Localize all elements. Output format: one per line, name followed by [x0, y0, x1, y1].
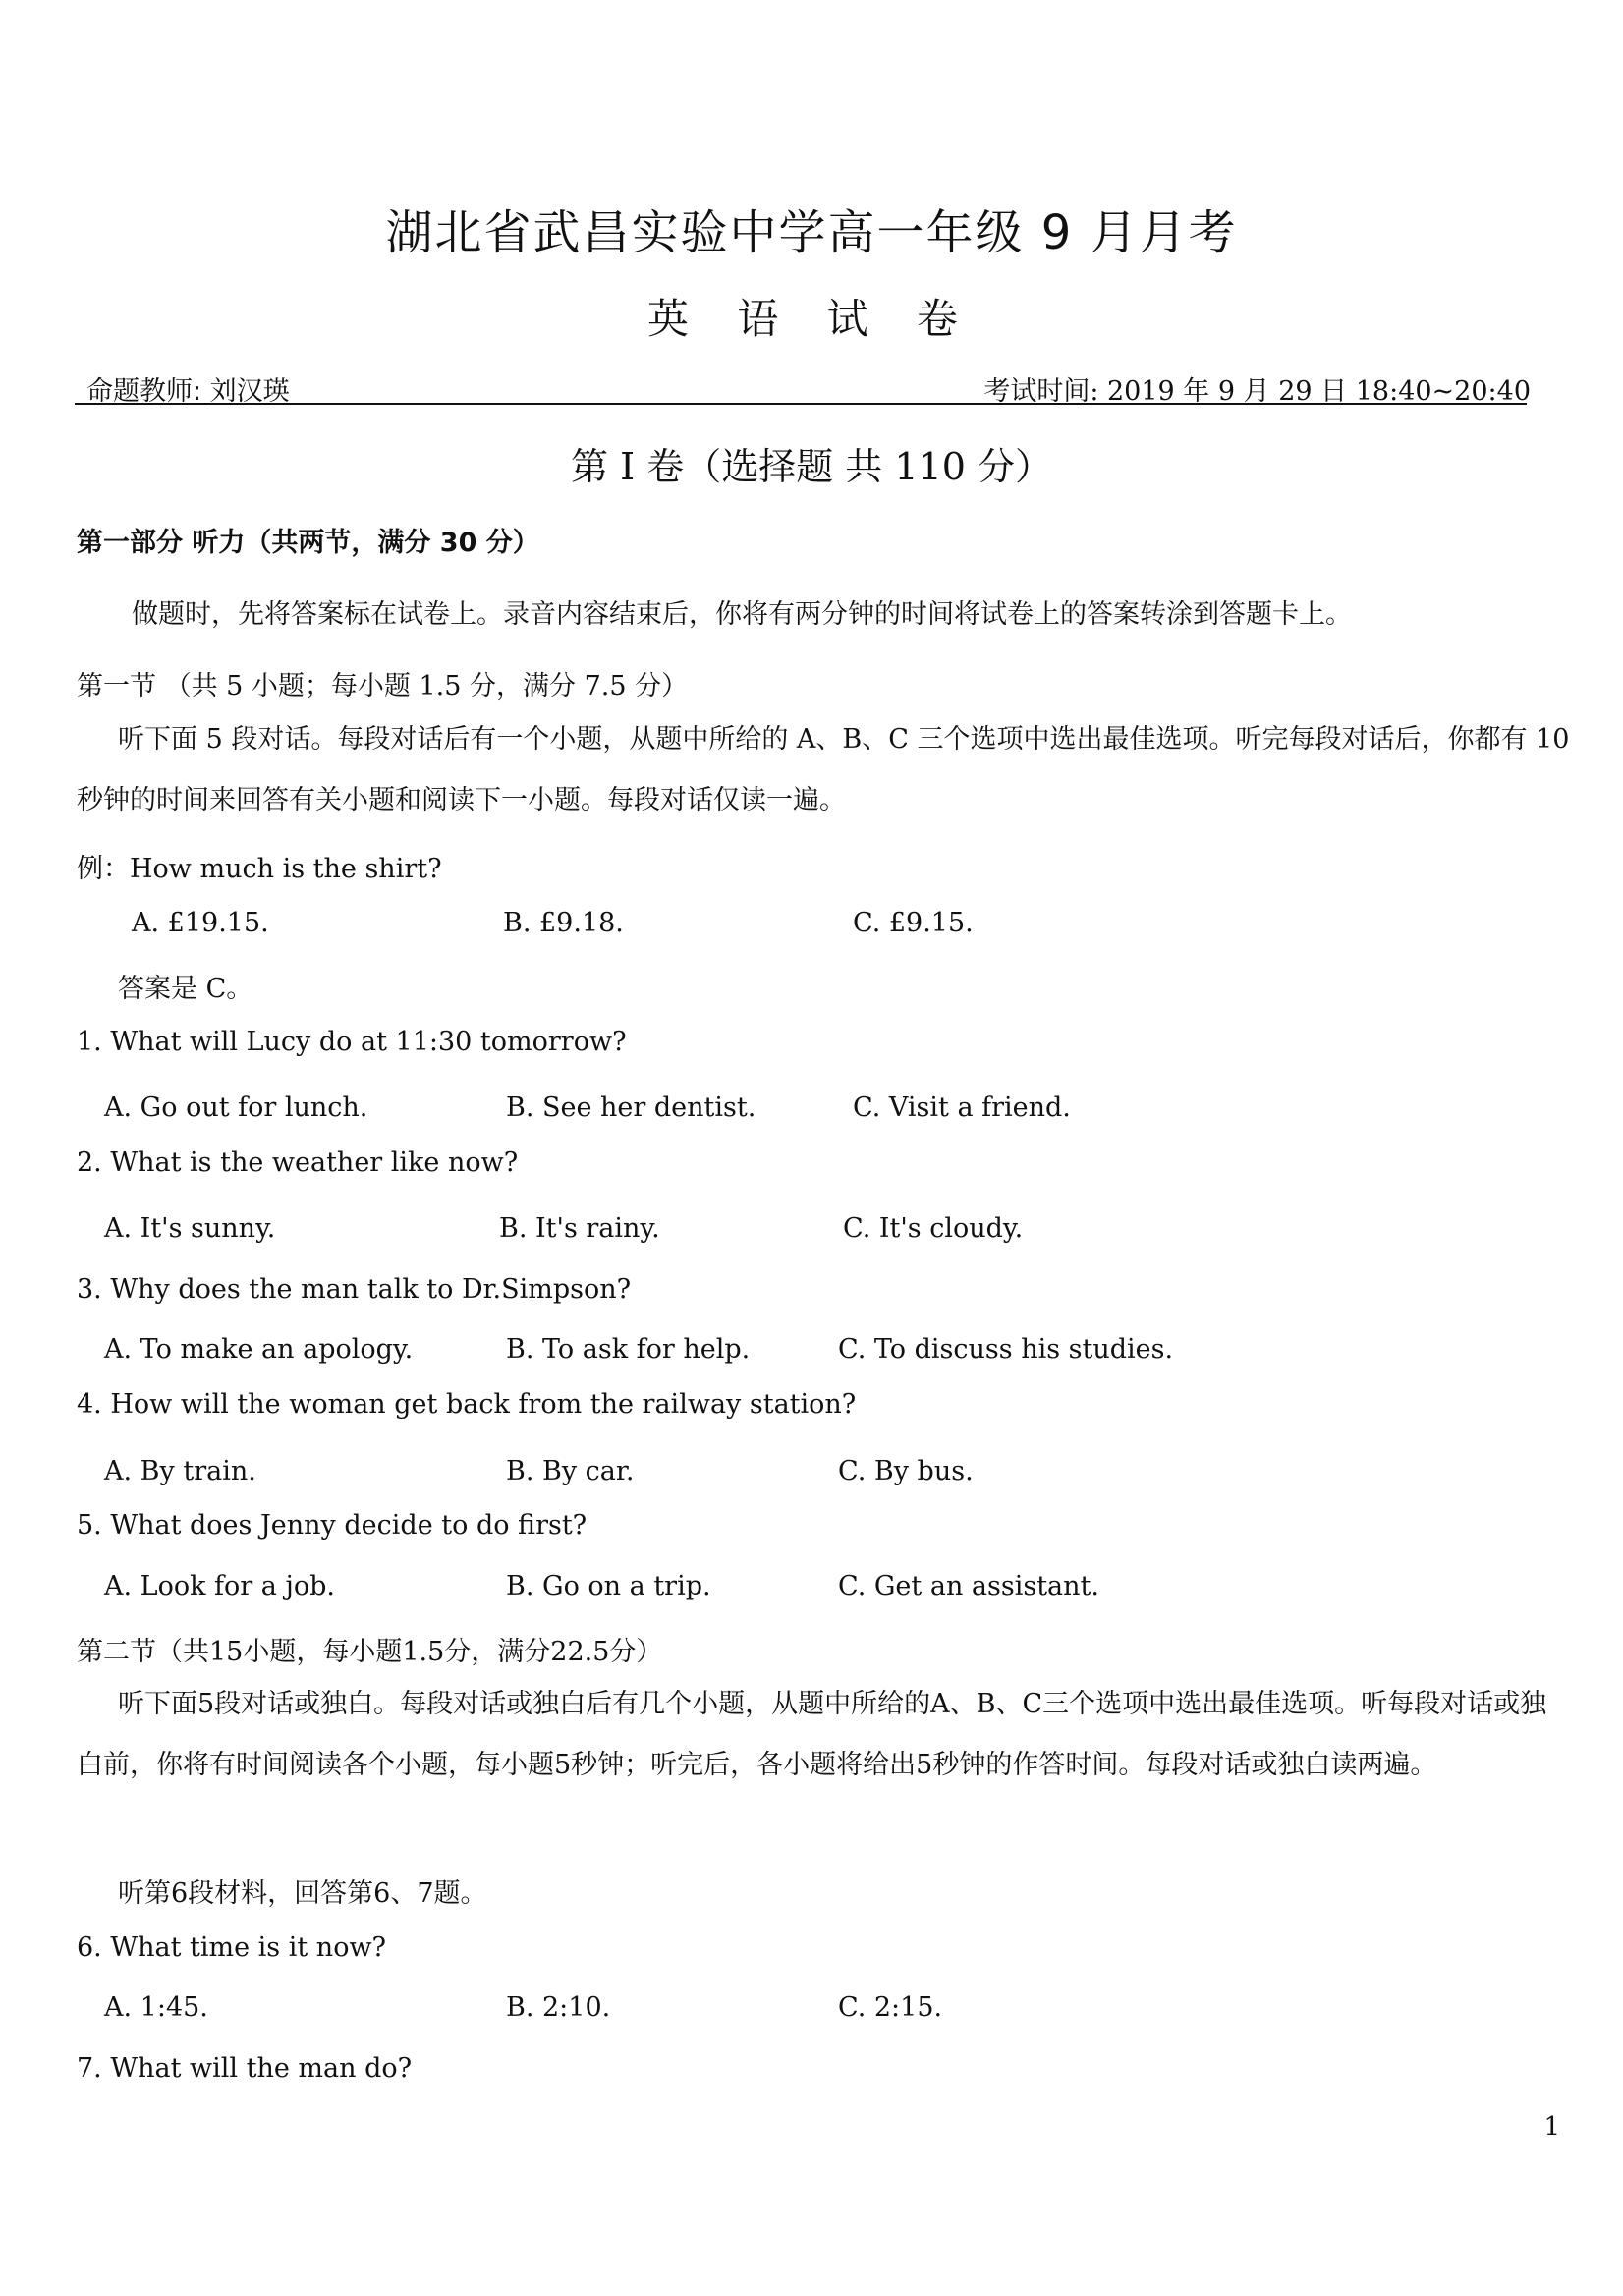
part1-heading-text: 第一部分 听力（共两节，满分 30 分） [77, 528, 539, 558]
q3-option-b: B. To ask for help. [506, 1334, 751, 1365]
part1-instruction: 做题时，先将答案标在试卷上。录音内容结束后，你将有两分钟的时间将试卷上的答案转涂到答题卡上。 [132, 599, 1352, 630]
section2-instruction: 听下面5段对话或独白。每段对话或独白后有几个小题，从题中所给的A、B、C三个选项中选出最佳选项。听每段对话或独白前，你将有时间阅读各个小题，每小题5秒钟；听完后，各小题将给出5秒钟的作答时间。每段对话或独白读两遍。 [77, 1689, 1547, 1780]
q3-option-c: C. To discuss his studies. [838, 1334, 1174, 1365]
q2-option-a: A. It's sunny. [104, 1213, 276, 1244]
section2-heading: 第二节（共15小题，每小题1.5分，满分22.5分） [77, 1637, 663, 1667]
q6-option-a: A. 1:45. [104, 1992, 208, 2023]
exam-subtitle: 英 语 试 卷 [646, 295, 977, 343]
q4-option-b: B. By car. [506, 1456, 635, 1486]
section1-instruction: 听下面 5 段对话。每段对话后有一个小题，从题中所给的 A、B、C 三个选项中选出最佳选项。听完每段对话后，你都有 10 秒钟的时间来回答有关小题和阅读下一小题。每段对话仅读一遍。 [77, 724, 1570, 815]
exam-time-line: 考试时间: 2019 年 9 月 29 日 18:40~20:40 [983, 376, 1531, 407]
question-3: 3. Why does the man talk to Dr.Simpson? [77, 1274, 632, 1305]
question-6: 6. What time is it now? [77, 1932, 387, 1963]
q3-option-a: A. To make an apology. [104, 1334, 414, 1365]
q4-option-c: C. By bus. [838, 1456, 974, 1486]
q6-option-c: C. 2:15. [838, 1992, 943, 2023]
q2-option-c: C. It's cloudy. [843, 1213, 1024, 1244]
material-6-instruction: 听第6段材料，回答第6、7题。 [118, 1878, 487, 1909]
q5-option-b: B. Go on a trip. [506, 1571, 711, 1601]
question-2: 2. What is the weather like now? [77, 1148, 519, 1178]
header-rule [75, 403, 1527, 405]
example-option-a: A. £19.15. [132, 908, 269, 938]
page-number: 1 [1543, 2112, 1560, 2142]
q2-option-b: B. It's rainy. [499, 1213, 660, 1244]
q5-option-c: C. Get an assistant. [838, 1571, 1099, 1601]
question-4: 4. How will the woman get back from the railway station? [77, 1389, 857, 1420]
example-answer: 答案是 C。 [118, 974, 253, 1004]
q6-option-b: B. 2:10. [506, 1992, 611, 2023]
section1-heading: 第一节 （共 5 小题；每小题 1.5 分，满分 7.5 分） [77, 671, 689, 701]
example-question: 例：How much is the shirt? [77, 854, 442, 884]
question-1: 1. What will Lucy do at 11:30 tomorrow? [77, 1027, 627, 1057]
exam-title: 湖北省武昌实验中学高一年级 9 月月考 [385, 205, 1238, 260]
author-line: 命题教师: 刘汉瑛 [86, 376, 290, 407]
q1-option-c: C. Visit a friend. [853, 1092, 1071, 1123]
part1-heading [77, 521, 539, 559]
q4-option-a: A. By train. [104, 1456, 256, 1486]
question-5: 5. What does Jenny decide to do first? [77, 1510, 588, 1540]
example-option-c: C. £9.15. [853, 908, 974, 938]
example-option-b: B. £9.18. [503, 908, 624, 938]
q1-option-a: A. Go out for lunch. [104, 1092, 368, 1123]
q5-option-a: A. Look for a job. [104, 1571, 335, 1601]
q1-option-b: B. See her dentist. [506, 1092, 756, 1123]
question-7: 7. What will the man do? [77, 2053, 413, 2084]
volume-title: 第 I 卷（选择题 共 110 分） [571, 445, 1052, 488]
